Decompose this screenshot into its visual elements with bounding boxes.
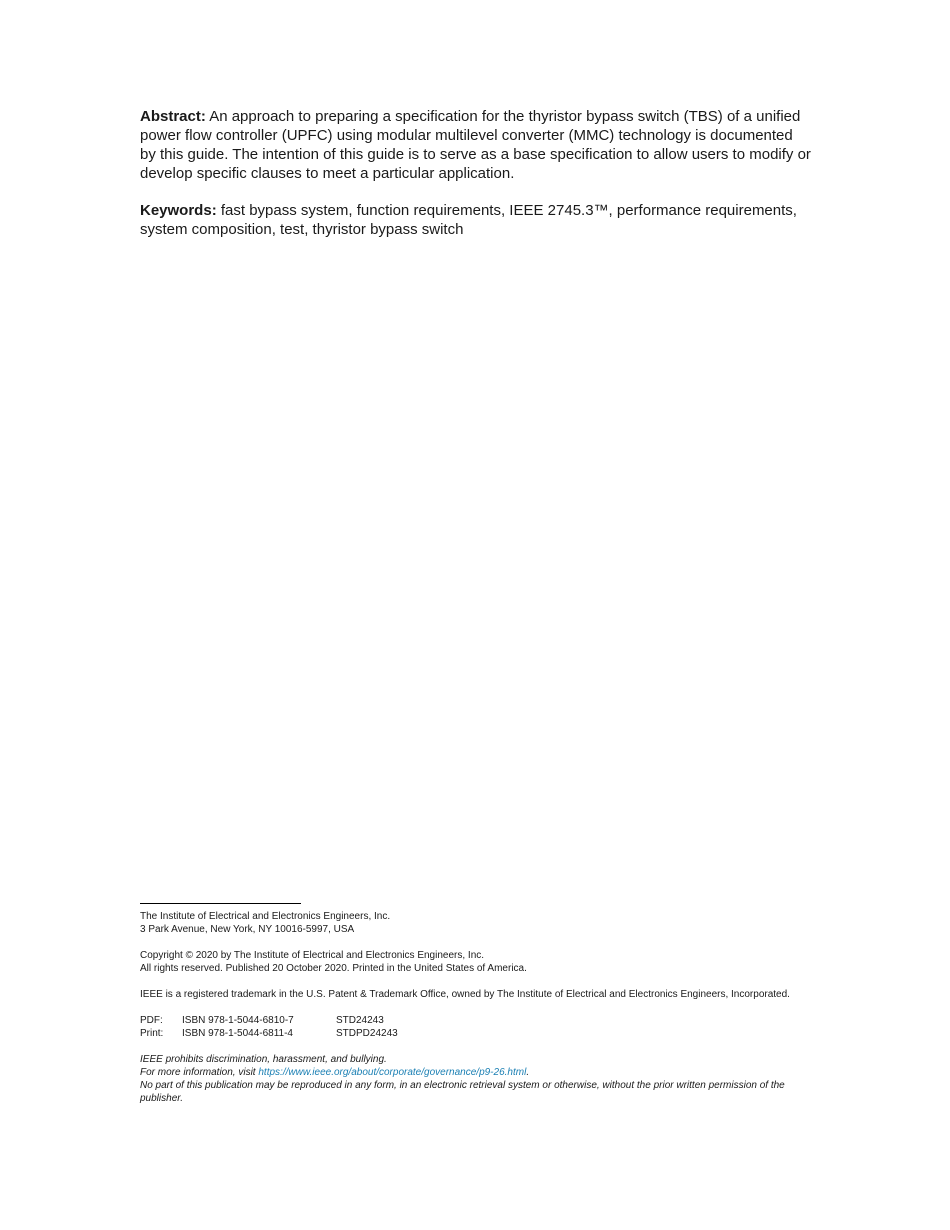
isbn-std: STD24243 bbox=[336, 1015, 384, 1026]
isbn-format: Print: bbox=[140, 1028, 164, 1039]
notice-line-3: No part of this publication may be reproduced in any form, in an electronic retrieval system or otherwise, without the prior written permission of the publisher. bbox=[140, 1080, 785, 1104]
copyright-line-1: Copyright © 2020 by The Institute of Electrical and Electronics Engineers, Inc. bbox=[140, 950, 485, 961]
notice-prefix: For more information, visit bbox=[140, 1067, 259, 1078]
governance-link[interactable]: https://www.ieee.org/about/corporate/governance/p9-26.html bbox=[258, 1067, 527, 1078]
notice-line-2 bbox=[140, 1066, 812, 1079]
isbn-number: ISBN 978-1-5044-6811-4 bbox=[182, 1028, 293, 1039]
abstract-label: Abstract: bbox=[140, 108, 206, 125]
keywords-text: fast bypass system, function requirements, IEEE 2745.3™, performance requirements, system composition, test, thyristor bypass switch bbox=[140, 202, 797, 238]
copyright-footer bbox=[140, 910, 812, 1105]
notice-line-1: IEEE prohibits discrimination, harassment, and bullying. bbox=[140, 1054, 387, 1065]
publisher-name: The Institute of Electrical and Electronics Engineers, Inc. bbox=[140, 911, 391, 922]
isbn-format: PDF: bbox=[140, 1015, 163, 1026]
isbn-block bbox=[140, 1014, 812, 1040]
keywords-label: Keywords: bbox=[140, 202, 217, 219]
publisher-address: 3 Park Avenue, New York, NY 10016-5997, USA bbox=[140, 924, 355, 935]
isbn-row-pdf bbox=[140, 1014, 812, 1027]
publisher-block bbox=[140, 910, 812, 936]
isbn-number: ISBN 978-1-5044-6810-7 bbox=[182, 1015, 294, 1026]
trademark-block bbox=[140, 988, 812, 1001]
abstract-paragraph bbox=[140, 107, 812, 183]
copyright-block bbox=[140, 949, 812, 975]
notice-suffix: . bbox=[526, 1067, 530, 1078]
trademark-text: IEEE is a registered trademark in the U.S. Patent & Trademark Office, owned by The Institute of Electrical and Electronics Engineers, Incorporated. bbox=[140, 989, 790, 1000]
keywords-paragraph bbox=[140, 201, 812, 239]
footer-divider bbox=[140, 903, 301, 904]
copyright-line-2: All rights reserved. Published 20 October 2020. Printed in the United States of America. bbox=[140, 963, 527, 974]
notice-block bbox=[140, 1053, 812, 1105]
abstract-text: An approach to preparing a specification for the thyristor bypass switch (TBS) of a unified power flow controller (UPFC) using modular multilevel converter (MMC) technology is documented by this guide. The intention of this guide is to serve as a base specification to allow users to modify or develop specific clauses to meet a particular application. bbox=[140, 108, 811, 182]
isbn-row-print bbox=[140, 1027, 812, 1040]
isbn-std: STDPD24243 bbox=[336, 1028, 398, 1039]
